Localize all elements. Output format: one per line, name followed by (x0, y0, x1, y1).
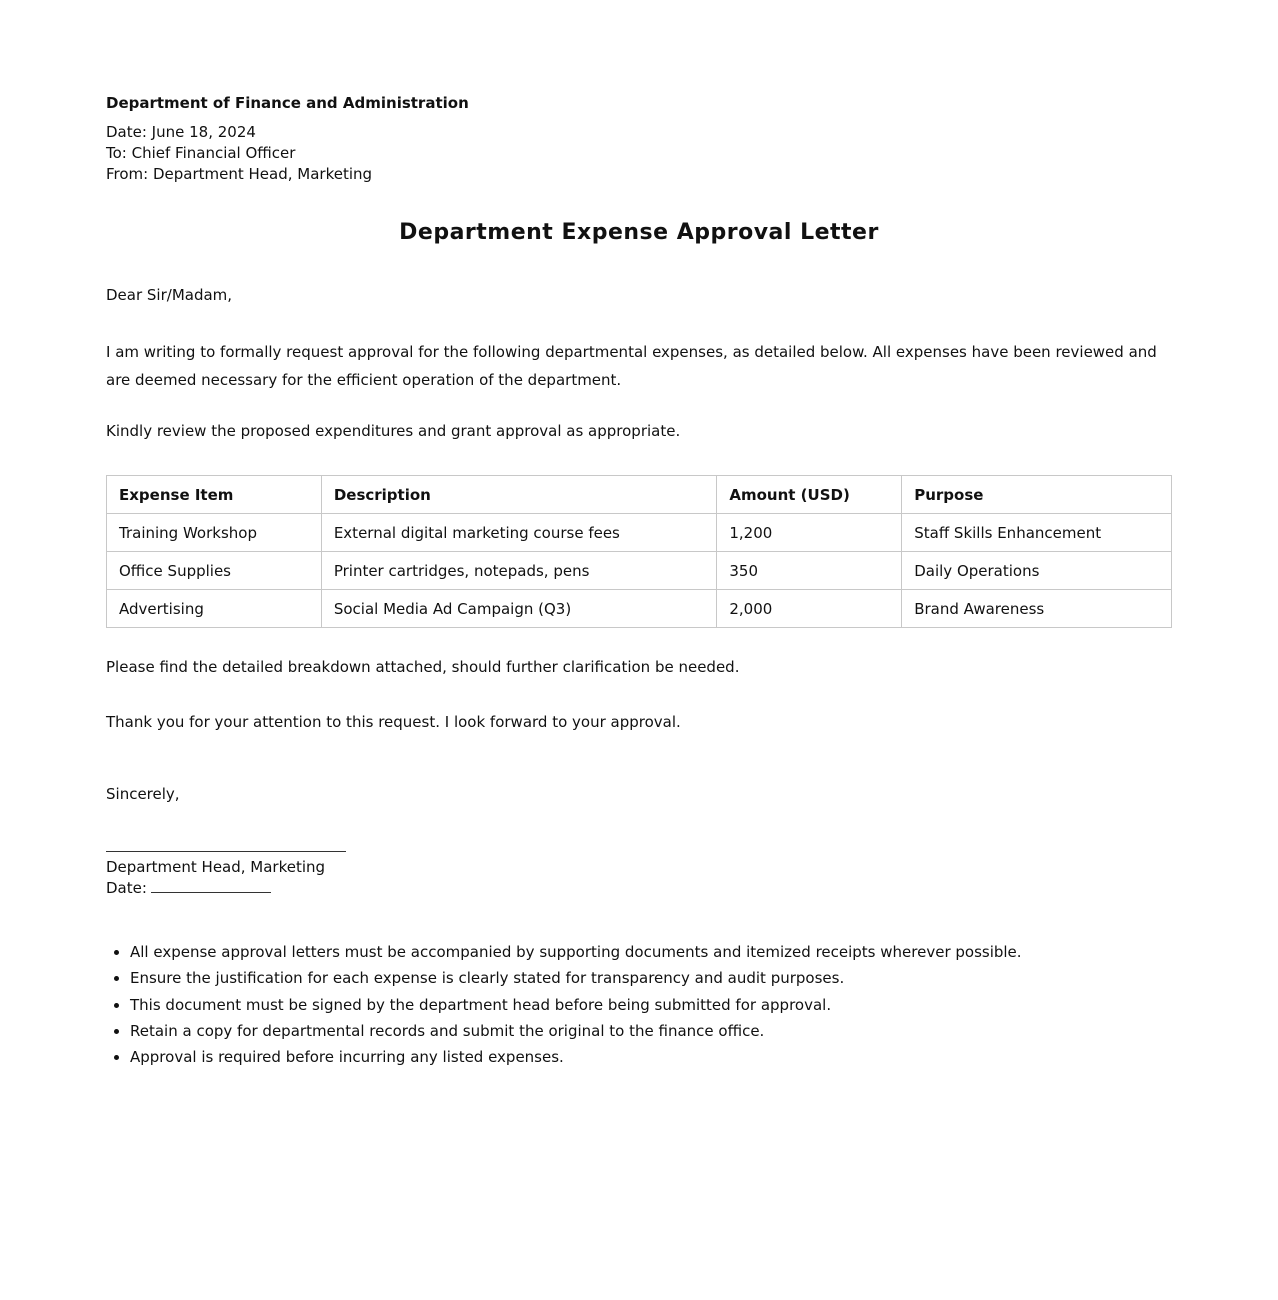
signer-name: Department Head, Marketing (106, 858, 326, 876)
table-cell: Office Supplies (107, 552, 322, 590)
letter-meta (106, 122, 1172, 185)
table-row (107, 514, 1172, 552)
table-cell: Daily Operations (902, 552, 1172, 590)
signature-date (106, 878, 1172, 899)
list-item: • Retain a copy for departmental records and submit the original to the finance office. (130, 1018, 1172, 1044)
letter-page (106, 0, 1172, 1070)
attachment-paragraph: Please find the detailed breakdown attached, should further clarification be needed. (106, 658, 740, 676)
closing: Sincerely, (106, 785, 180, 803)
table-cell: Advertising (107, 590, 322, 628)
organization-name: Department of Finance and Administration (106, 94, 469, 112)
signature-date-label: Date: (106, 879, 147, 897)
signature-block (106, 857, 1172, 899)
letter-title: Department Expense Approval Letter (399, 220, 879, 245)
table-cell: Training Workshop (107, 514, 322, 552)
table-cell: Staff Skills Enhancement (902, 514, 1172, 552)
notes-list (106, 939, 1172, 1070)
table-cell: Brand Awareness (902, 590, 1172, 628)
review-paragraph: Kindly review the proposed expenditures and grant approval as appropriate. (106, 422, 681, 440)
request-paragraph: I am writing to formally request approval for the following departmental expenses, as detailed below. All expenses have been reviewed and are deemed necessary for the efficient operation of the department. (106, 343, 1157, 389)
table-cell: Printer cartridges, notepads, pens (321, 552, 717, 590)
list-item: • Approval is required before incurring any listed expenses. (130, 1044, 1172, 1070)
table-row (107, 590, 1172, 628)
column-header: Expense Item (107, 476, 322, 514)
table-cell: 350 (717, 552, 902, 590)
column-header: Purpose (902, 476, 1172, 514)
column-header: Amount (USD) (717, 476, 902, 514)
list-item: • All expense approval letters must be accompanied by supporting documents and itemized receipts wherever possible. (130, 939, 1172, 965)
signature-line (106, 851, 346, 852)
table-header-row (107, 476, 1172, 514)
list-item: • This document must be signed by the department head before being submitted for approval. (130, 992, 1172, 1018)
table-cell: 1,200 (717, 514, 902, 552)
table-row (107, 552, 1172, 590)
to-line: To: Chief Financial Officer (106, 144, 296, 162)
date-blank (151, 878, 271, 893)
table-cell: 2,000 (717, 590, 902, 628)
table-cell: External digital marketing course fees (321, 514, 717, 552)
thanks-paragraph: Thank you for your attention to this request. I look forward to your approval. (106, 713, 681, 731)
date-line: Date: June 18, 2024 (106, 123, 256, 141)
table-cell: Social Media Ad Campaign (Q3) (321, 590, 717, 628)
expense-table (106, 475, 1172, 628)
from-line: From: Department Head, Marketing (106, 165, 373, 183)
list-item: • Ensure the justification for each expense is clearly stated for transparency and audit purposes. (130, 965, 1172, 991)
salutation: Dear Sir/Madam, (106, 286, 233, 304)
column-header: Description (321, 476, 717, 514)
